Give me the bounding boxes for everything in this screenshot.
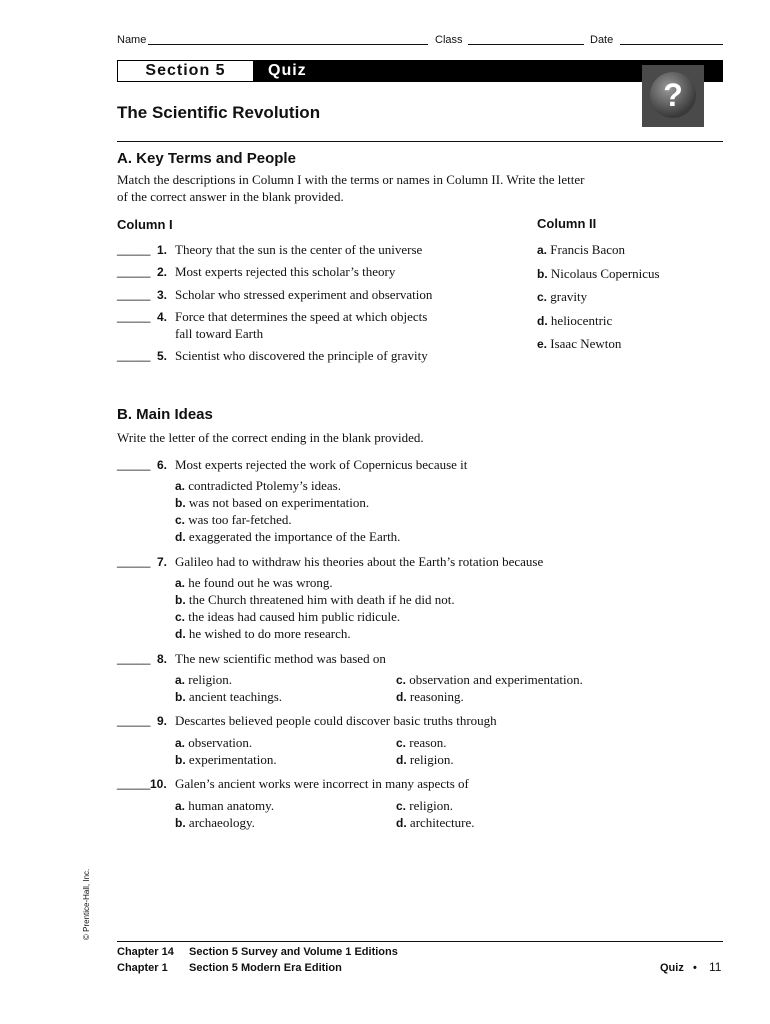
footer-chapter: Chapter 14 <box>117 946 174 958</box>
question-number: 9. <box>157 714 168 728</box>
part-b-heading: B. Main Ideas <box>117 406 213 423</box>
answer-blank-9[interactable]: _____ <box>117 713 151 727</box>
answer-option: d. heliocentric <box>537 313 613 328</box>
quiz-label: Quiz <box>268 62 307 79</box>
answer-blank-10[interactable]: _____ <box>117 776 151 790</box>
answer-blank-1[interactable]: _____ <box>117 242 151 256</box>
choice: d. he wished to do more research. <box>175 626 351 641</box>
title-divider <box>117 141 723 142</box>
part-b-instructions: Write the letter of the correct ending in the blank provided. <box>117 430 424 445</box>
page-number: 11 <box>709 960 722 974</box>
footer-section: Section 5 Survey and Volume 1 Editions <box>189 946 398 958</box>
item-number: 5. <box>157 349 168 363</box>
choice: a. human anatomy. <box>175 798 275 813</box>
choice: b. experimentation. <box>175 752 277 767</box>
item-text: Theory that the sun is the center of the universe <box>175 242 423 257</box>
question-text: Galen’s ancient works were incorrect in many aspects of <box>175 776 469 791</box>
answer-blank-2[interactable]: _____ <box>117 264 151 278</box>
choice: b. ancient teachings. <box>175 689 283 704</box>
question-number: 10. <box>150 777 167 791</box>
answer-blank-8[interactable]: _____ <box>117 651 151 665</box>
class-label: Class <box>435 34 463 46</box>
answer-option: c. gravity <box>537 289 588 304</box>
question-text: Most experts rejected the work of Copernicus because it <box>175 457 468 472</box>
question-mark-icon <box>642 65 704 127</box>
name-label: Name <box>117 34 147 46</box>
question-number: 6. <box>157 458 168 472</box>
answer-blank-5[interactable]: _____ <box>117 348 151 362</box>
choice: a. he found out he was wrong. <box>175 575 333 590</box>
column-ii-heading: Column II <box>537 216 597 231</box>
choice: d. religion. <box>396 752 454 767</box>
item-number: 4. <box>157 310 168 324</box>
choice: c. observation and experimentation. <box>396 672 583 687</box>
item-number: 1. <box>157 243 168 257</box>
footer-bullet: • <box>693 962 697 974</box>
answer-option: e. Isaac Newton <box>537 336 622 351</box>
choice: b. was not based on experimentation. <box>175 495 370 510</box>
item-text: Scholar who stressed experiment and observation <box>175 287 433 302</box>
question-mark-glyph: ? <box>650 72 696 118</box>
choice: d. reasoning. <box>396 689 464 704</box>
part-a-heading: A. Key Terms and People <box>117 150 296 167</box>
choice: c. was too far-fetched. <box>175 512 292 527</box>
choice: c. the ideas had caused him public ridicule. <box>175 609 401 624</box>
choice: c. reason. <box>396 735 447 750</box>
answer-blank-3[interactable]: _____ <box>117 287 151 301</box>
footer-quiz-label: Quiz <box>660 962 684 974</box>
name-field[interactable] <box>148 44 428 45</box>
question-text: Descartes believed people could discover basic truths through <box>175 713 497 728</box>
page-title: The Scientific Revolution <box>117 103 321 122</box>
question-number: 8. <box>157 652 168 666</box>
item-number: 3. <box>157 288 168 302</box>
answer-blank-4[interactable]: _____ <box>117 309 151 323</box>
answer-blank-6[interactable]: _____ <box>117 457 151 471</box>
footer-chapter: Chapter 1 <box>117 962 168 974</box>
date-label: Date <box>590 34 614 46</box>
answer-option: b. Nicolaus Copernicus <box>537 266 660 281</box>
choice: b. the Church threatened him with death if he did not. <box>175 592 455 607</box>
choice: d. architecture. <box>396 815 475 830</box>
class-field[interactable] <box>468 44 584 45</box>
question-number: 7. <box>157 555 168 569</box>
section-label: Section 5 <box>118 61 253 81</box>
column-i-heading: Column I <box>117 217 173 232</box>
date-field[interactable] <box>620 44 723 45</box>
item-text: Most experts rejected this scholar’s theory <box>175 264 396 279</box>
item-text-continued: fall toward Earth <box>175 326 264 341</box>
choice: a. religion. <box>175 672 232 687</box>
question-text: The new scientific method was based on <box>175 651 386 666</box>
choice: c. religion. <box>396 798 453 813</box>
question-text: Galileo had to withdraw his theories about the Earth’s rotation because <box>175 554 544 569</box>
footer-divider <box>117 941 723 942</box>
answer-blank-7[interactable]: _____ <box>117 554 151 568</box>
choice: b. archaeology. <box>175 815 255 830</box>
choice: d. exaggerated the importance of the Earth. <box>175 529 401 544</box>
footer-section: Section 5 Modern Era Edition <box>189 962 342 974</box>
part-a-instructions: Match the descriptions in Column I with the terms or names in Column II. Write the letter of the correct answer in the blank provided. <box>117 172 585 204</box>
item-number: 2. <box>157 265 168 279</box>
copyright-notice: © Prentice-Hall, Inc. <box>82 868 91 940</box>
item-text: Force that determines the speed at which objects <box>175 309 428 324</box>
answer-option: a. Francis Bacon <box>537 242 625 257</box>
choice: a. contradicted Ptolemy’s ideas. <box>175 478 341 493</box>
choice: a. observation. <box>175 735 253 750</box>
item-text: Scientist who discovered the principle of gravity <box>175 348 428 363</box>
